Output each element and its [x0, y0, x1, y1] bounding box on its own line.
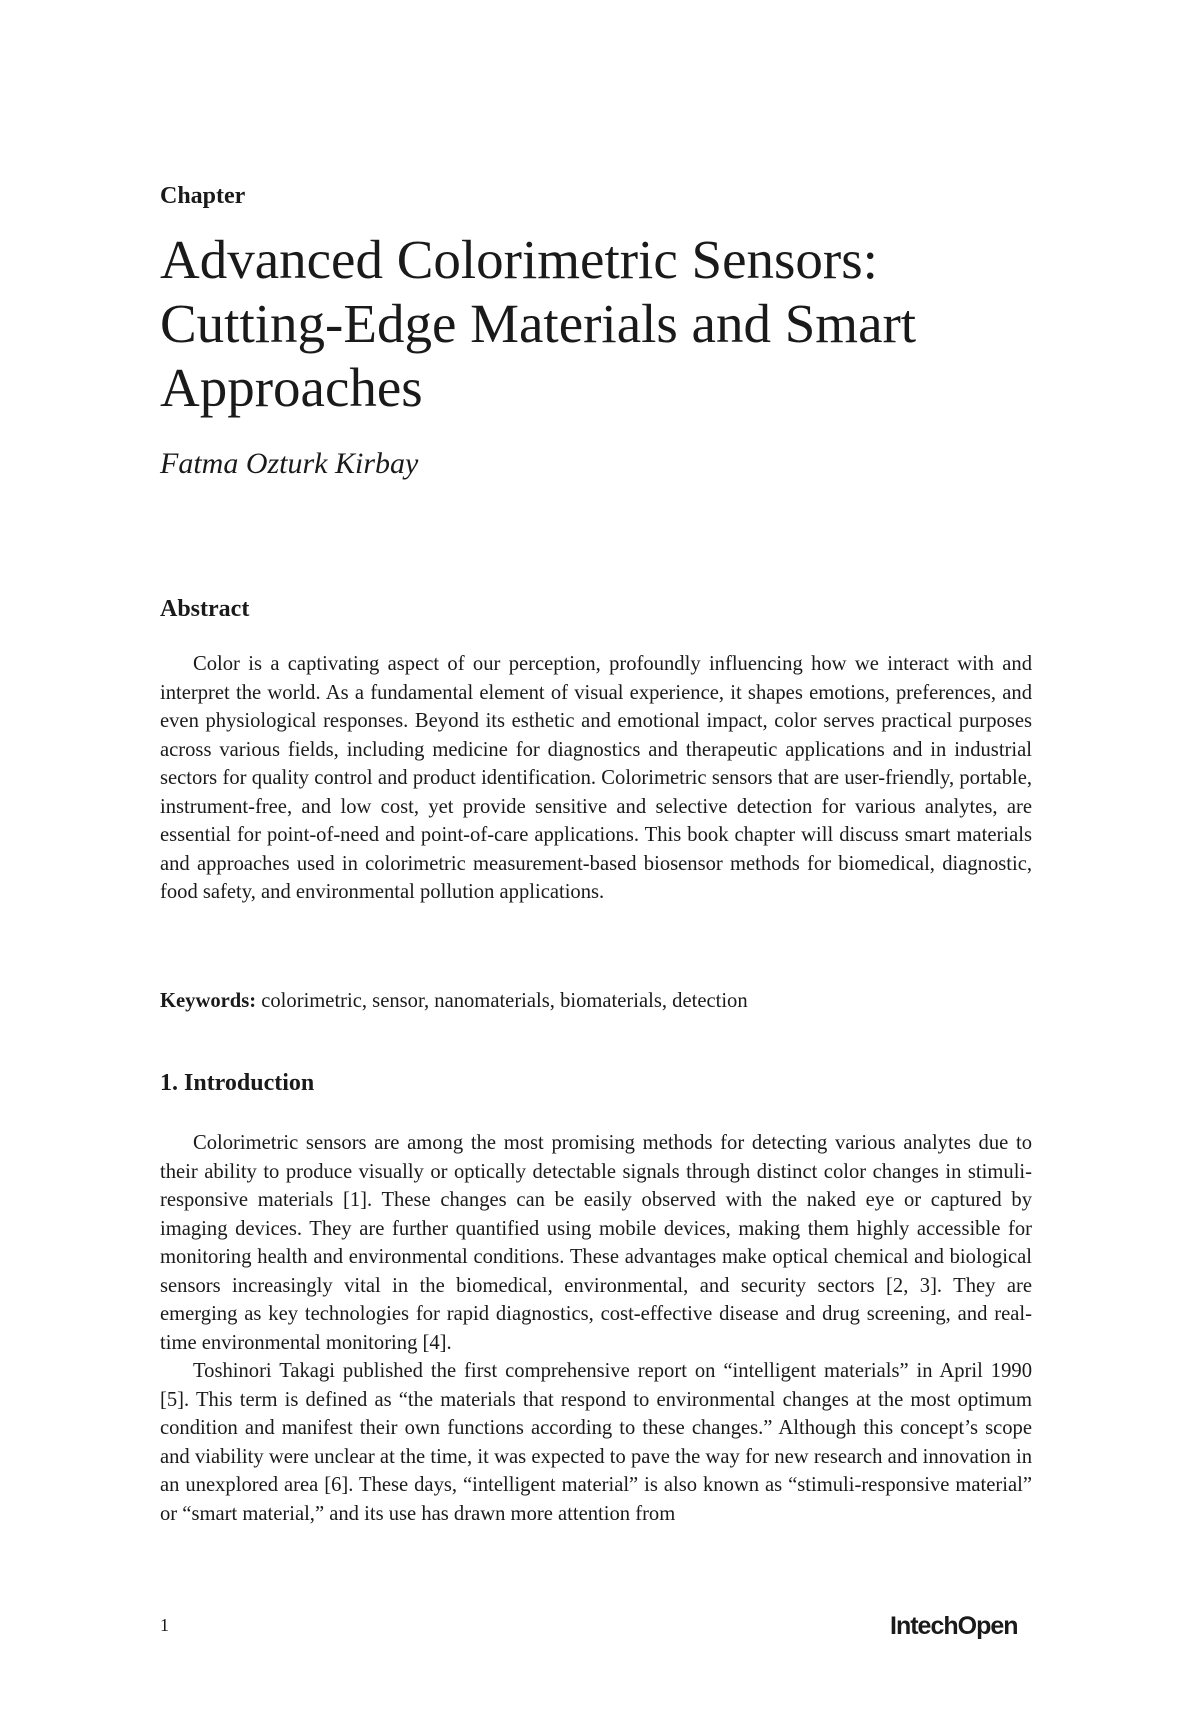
- keywords-line: [160, 987, 1032, 1015]
- keywords-label: Keywords:: [160, 990, 257, 1012]
- introduction-paragraph-1: Colorimetric sensors are among the most promising methods for detecting various analytes due to their ability to produce visually or optically detectable signals through distinct color changes in stimuli-responsive materials [1]. These changes can be easily observed with the naked eye or captured by imaging devices. They are further quantified using mobile devices, making them highly accessible for monitoring health and environmental conditions. These advantages make optical chemical and biological sensors increasingly vital in the biomedical, environmental, and security sectors [2, 3]. They are emerging as key technologies for rapid diagnostics, cost-effective disease and drug screening, and real-time environmental monitoring [4].: [160, 1132, 1032, 1354]
- abstract-body: [160, 650, 1032, 907]
- introduction-body: [160, 1129, 1032, 1528]
- chapter-label: Chapter: [160, 183, 246, 209]
- abstract-paragraph: Color is a captivating aspect of our perception, profoundly influencing how we interact with and interpret the world. As a fundamental element of visual experience, it shapes emotions, preferences, and even physiological responses. Beyond its esthetic and emotional impact, color serves practical purposes across various fields, including medicine for diagnostics and therapeutic applications and in industrial sectors for quality control and product identification. Colorimetric sensors that are user-friendly, portable, instrument-free, and low cost, yet provide sensitive and selective detection for various analytes, are essential for point-of-need and point-of-care applications. This book chapter will discuss smart materials and approaches used in colorimetric measurement-based biosensor methods for biomedical, diagnostic, food safety, and environmental pollution applications.: [160, 653, 1032, 903]
- page-number: 1: [160, 1615, 169, 1635]
- chapter-title: Advanced Colorimetric Sensors: Cutting-Edge Materials and Smart Approaches: [160, 229, 917, 418]
- abstract-heading: Abstract: [160, 596, 250, 622]
- publisher-logo: IntechOpen: [890, 1612, 1018, 1640]
- introduction-paragraph-2: Toshinori Takagi published the first comprehensive report on “intelligent materials” in April 1990 [5]. This term is defined as “the materials that respond to environmental changes at the most optimum condition and manifest their own functions according to these changes.” Although this concept’s scope and viability were unclear at the time, it was expected to pave the way for new research and innovation in an unexplored area [6]. These days, “intelligent material” is also known as “stimuli-responsive material” or “smart material,” and its use has drawn more attention from: [160, 1360, 1032, 1525]
- keywords-text: colorimetric, sensor, nanomaterials, biomaterials, detection: [261, 990, 748, 1012]
- introduction-heading: 1. Introduction: [160, 1070, 315, 1096]
- author-name: Fatma Ozturk Kirbay: [160, 447, 419, 480]
